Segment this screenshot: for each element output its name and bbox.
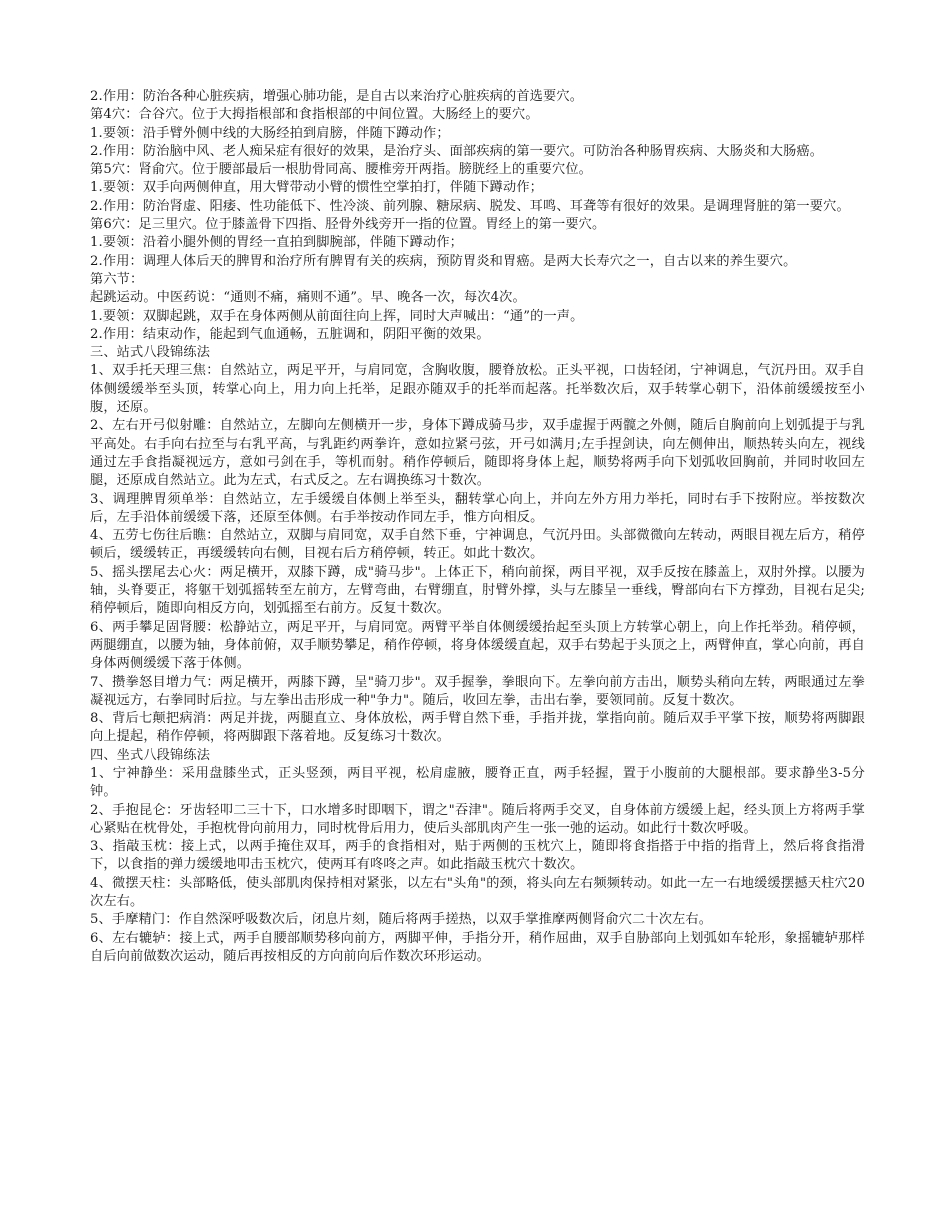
paragraph: 6、两手攀足固肾腰：松静站立，两足平开，与肩同宽。两臂平举自体侧缓缓抬起至头顶上方转掌心朝上，向上作托举劲。稍停顿，两腿绷直，以腰为轴，身体前俯，双手顺势攀足，稍作停顿，将身体缓缓直起，双手右势起于头顶之上，两臂伸直，掌心向前，再自身体两侧缓缓下落于体侧。 xyxy=(90,619,865,672)
paragraph: 2.作用：防治各种心脏疾病，增强心肺功能，是自古以来治疗心脏疾病的首选要穴。 xyxy=(90,89,584,104)
paragraph: 1.要领：沿着小腿外侧的胃经一直拍到脚腕部，伴随下蹲动作； xyxy=(90,235,463,251)
paragraph: 1.要领：双手向两侧伸直，用大臂带动小臂的惯性空掌拍打，伴随下蹲动作； xyxy=(90,180,544,196)
paragraph: 第4穴：合谷穴。位于大拇指根部和食指根部的中间位置。大肠经上的要穴。 xyxy=(90,107,539,123)
section-heading: 四、坐式八段锦练法 xyxy=(90,747,211,763)
paragraph: 第6穴：足三里穴。位于膝盖骨下四指、胫骨外线旁开一指的位置。胃经上的第一要穴。 xyxy=(90,217,606,233)
paragraph: 1.要领：沿手臂外侧中线的大肠经拍到肩膀，伴随下蹲动作； xyxy=(90,125,450,141)
paragraph: 3、指敲玉枕：接上式，以两手掩住双耳，两手的食指相对，贴于两侧的玉枕穴上，随即将食指搭于中指的指背上，然后将食指滑下，以食指的弹力缓缓地叩击玉枕穴，使两耳有咚咚之声。如此指敲玉枕穴十数次。 xyxy=(90,839,865,873)
paragraph: 1、宁神静坐：采用盘膝坐式，正头竖颈，两目平视，松肩虚腋，腰脊正直，两手轻握，置于小腹前的大腿根部。要求静坐3-5分钟。 xyxy=(90,765,865,800)
paragraph: 起跳运动。中医药说：“通则不痛，痛则不通”。早、晚各一次，每次4次。 xyxy=(90,290,526,306)
paragraph: 5、手摩精门：作自然深呼吸数次后，闭息片刻，随后将两手搓热，以双手掌推摩两侧肾俞穴二十次左右。 xyxy=(90,912,713,928)
paragraph: 7、攒拳怒目增力气：两足横开，两膝下蹲，呈"骑刀步"。双手握拳，拳眼向下。左拳向前方击出，顺势头稍向左转，两眼通过左拳凝视远方，右拳同时后拉。与左拳出击形成一种"争力"。随后，收回左拳，击出右拳，要领同前。反复十数次。 xyxy=(90,674,865,708)
paragraph: 6、左右辘轳：接上式，两手自腰部顺势移向前方，两脚平伸，手指分开，稍作屈曲，双手自胁部向上划弧如车轮形，象摇辘轳那样自后向前做数次运动，随后再按相反的方向前向后作数次环形运动。 xyxy=(90,930,865,964)
paragraph: 2.作用：防治脑中风、老人痴呆症有很好的效果，是治疗头、面部疾病的第一要穴。可防治各种肠胃疾病、大肠炎和大肠癌。 xyxy=(90,143,824,159)
paragraph: 第5穴：肾俞穴。位于腰部最后一根肋骨同高、腰椎旁开两指。膀胱经上的重要穴位。 xyxy=(90,162,593,178)
section-heading: 三、站式八段锦练法 xyxy=(90,345,211,361)
paragraph: 2、左右开弓似射雕：自然站立，左脚向左侧横开一步，身体下蹲成骑马步，双手虚握于两髋之外侧，随后自胸前向上划弧提于与乳平高处。右手向右拉至与右乳平高，与乳距约两拳许，意如拉紧弓弦，开弓如满月;左手捏剑诀，向左侧伸出，顺热转头向左，视线通过左手食指凝视远方，意如弓剑在手，等机而射。稍作停顿后，随即将身体上起，顺势将两手向下划弧收回胸前，并同时收回左腿，还原成自然站立。此为左式，右式反之。左右调换练习十数次。 xyxy=(90,418,865,489)
paragraph: 2.作用：调理人体后天的脾胃和治疗所有脾胃有关的疾病，预防胃炎和胃癌。是两大长寿穴之一，自古以来的养生要穴。 xyxy=(90,253,797,269)
paragraph: 1、双手托天理三焦：自然站立，两足平开，与肩同宽，含胸收腹，腰脊放松。正头平视，口齿轻闭，宁神调息，气沉丹田。双手自体侧缓缓举至头顶，转掌心向上，用力向上托举，足跟亦随双手的托举而起落。托举数次后，双手转掌心朝下，沿体前缓缓按至小腹，还原。 xyxy=(90,363,865,416)
paragraph: 5、摇头摆尾去心火：两足横开，双膝下蹲，成"骑马步"。上体正下，稍向前探，两目平视，双手反按在膝盖上，双肘外撑。以腰为轴，头脊要正，将躯干划弧摇转至左前方，左臂弯曲，右臂绷直，肘臂外撑，头与左膝呈一垂线，臀部向右下方撑劲，目视右足尖;稍停顿后，随即向相反方向，划弧摇至右前方。反复十数次。 xyxy=(90,564,865,617)
paragraph: 2、手抱昆仑：牙齿轻叩二三十下，口水增多时即咽下，谓之"吞津"。随后将两手交叉，自身体前方缓缓上起，经头顶上方将两手掌心紧贴在枕骨处，手抱枕骨向前用力，同时枕骨后用力，使后头部肌肉产生一张一弛的运动。如此行十数次呼吸。 xyxy=(90,802,865,836)
document-body xyxy=(90,88,865,966)
paragraph: 8、背后七颠把病消：两足并拢，两腿直立、身体放松，两手臂自然下垂，手指并拢，掌指向前。随后双手平掌下按，顺势将两脚跟向上提起，稍作停顿，将两脚跟下落着地。反复练习十数次。 xyxy=(90,711,865,745)
paragraph: 1.要领：双脚起跳，双手在身体两侧从前面往向上挥，同时大声喊出：“通”的一声。 xyxy=(90,308,584,324)
paragraph: 4、五劳七伤往后瞧：自然站立，双脚与肩同宽，双手自然下垂，宁神调息，气沉丹田。头部微微向左转动，两眼目视左后方，稍停顿后，缓缓转正，再缓缓转向右侧，目视右后方稍停顿，转正。如此十数次。 xyxy=(90,528,865,562)
section-heading: 第六节： xyxy=(90,271,144,287)
paragraph: 3、调理脾胃须单举：自然站立，左手缓缓自体侧上举至头，翻转掌心向上，并向左外方用力举托，同时右手下按附应。举按数次后，左手沿体前缓缓下落，还原至体侧。右手举按动作同左手，惟方向相反。 xyxy=(90,491,865,525)
paragraph: 2.作用：防治肾虚、阳痿、性功能低下、性冷淡、前列腺、糖尿病、脱发、耳鸣、耳聋等有很好的效果。是调理肾脏的第一要穴。 xyxy=(90,198,850,214)
paragraph: 2.作用：结束动作，能起到气血通畅，五脏调和，阴阳平衡的效果。 xyxy=(90,326,490,342)
paragraph: 4、微摆天柱：头部略低，使头部肌肉保持相对紧张，以左右"头角"的颈，将头向左右频频转动。如此一左一右地缓缓摆撼天柱穴20次左右。 xyxy=(90,875,865,910)
